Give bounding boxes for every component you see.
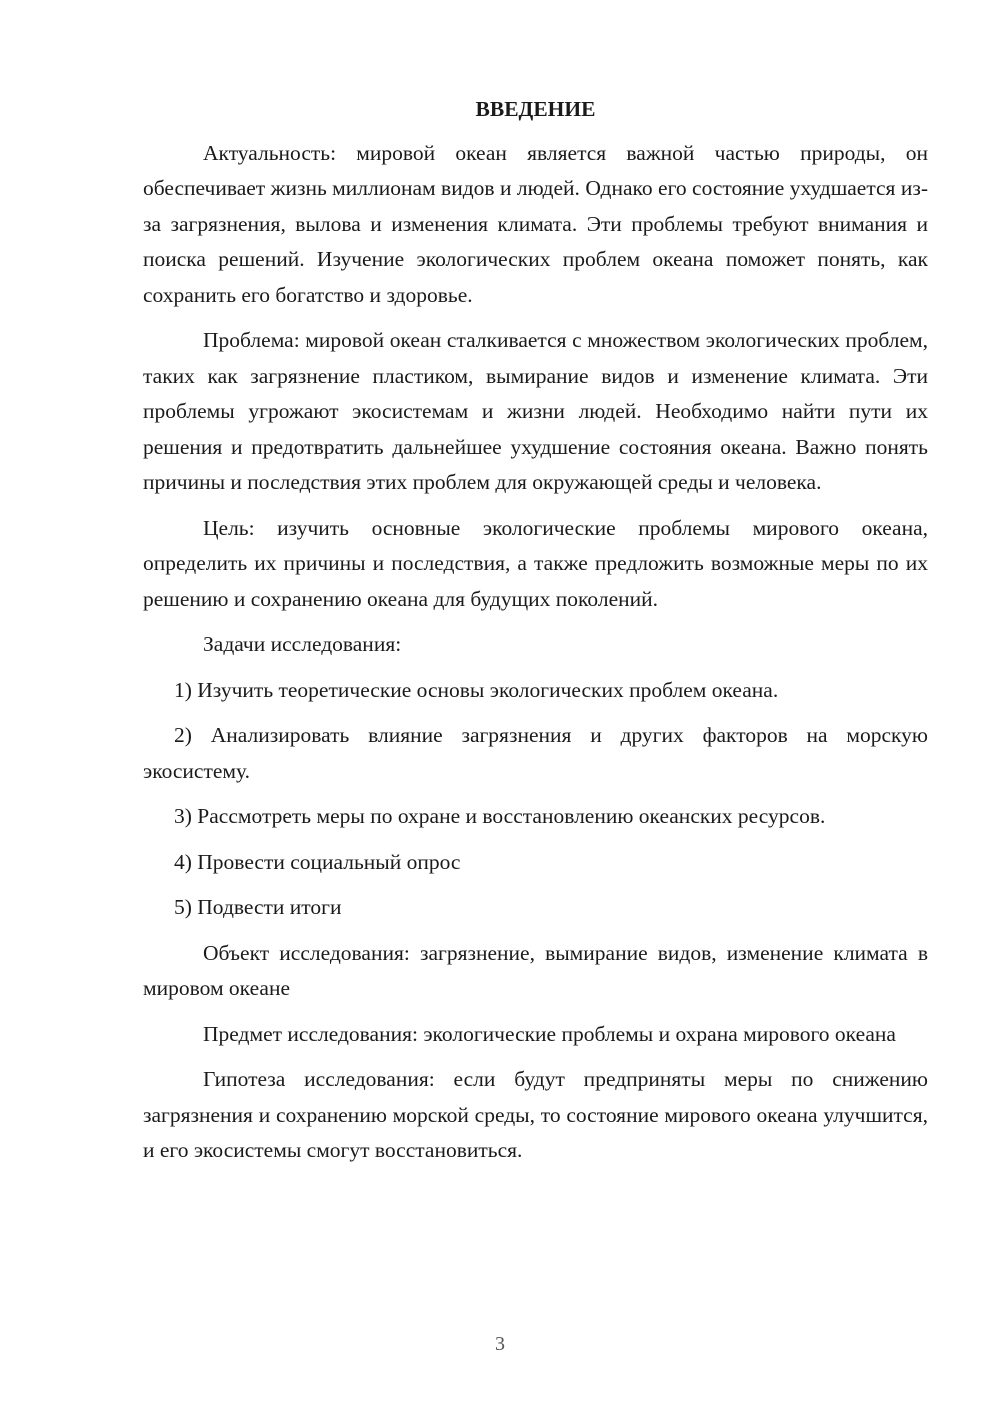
section-heading: ВВЕДЕНИЕ	[475, 97, 596, 121]
task-item: 4) Провести социальный опрос	[174, 849, 461, 874]
task-item: 2) Анализировать влияние загрязнения и других факторов на морскую экосистему.	[143, 723, 928, 783]
paragraph-relevance: Актуальность: мировой океан является важной частью природы, он обеспечивает жизнь миллионам видов и людей. Однако его состояние ухудшается из-за загрязнения, вылова и изменения климата. Эти проблемы требуют внимания и поиска решений. Изучение экологических проблем океана поможет понять, как сохранить его богатство и здоровье.	[143, 140, 928, 307]
task-item: 1) Изучить теоретические основы экологических проблем океана.	[174, 677, 779, 702]
paragraph-tasks-intro: Задачи исследования:	[203, 632, 402, 656]
paragraph-hypothesis: Гипотеза исследования: если будут предприняты меры по снижению загрязнения и сохранению морской среды, то состояние мирового океана улучшится, и его экосистемы смогут восстановиться.	[143, 1067, 928, 1162]
task-item: 5) Подвести итоги	[174, 895, 342, 919]
paragraph-problem: Проблема: мировой океан сталкивается с множеством экологических проблем, таких как загрязнение пластиком, вымирание видов и изменение климата. Эти проблемы угрожают экосистемам и жизни людей. Необходимо найти пути их решения и предотвратить дальнейшее ухудшение состояния океана. Важно понять причины и последствия этих проблем для окружающей среды и человека.	[143, 328, 928, 494]
paragraph-object: Объект исследования: загрязнение, вымирание видов, изменение климата в мировом океане	[143, 940, 928, 1000]
page-number: 3	[495, 1333, 505, 1355]
task-item: 3) Рассмотреть меры по охране и восстановлению океанских ресурсов.	[174, 804, 826, 828]
paragraph-goal: Цель: изучить основные экологические проблемы мирового океана, определить их причины и последствия, а также предложить возможные меры по их решению и сохранению океана для будущих поколений.	[143, 515, 928, 611]
document-body	[143, 92, 928, 1179]
paragraph-subject: Предмет исследования: экологические проблемы и охрана мирового океана	[203, 1021, 896, 1046]
